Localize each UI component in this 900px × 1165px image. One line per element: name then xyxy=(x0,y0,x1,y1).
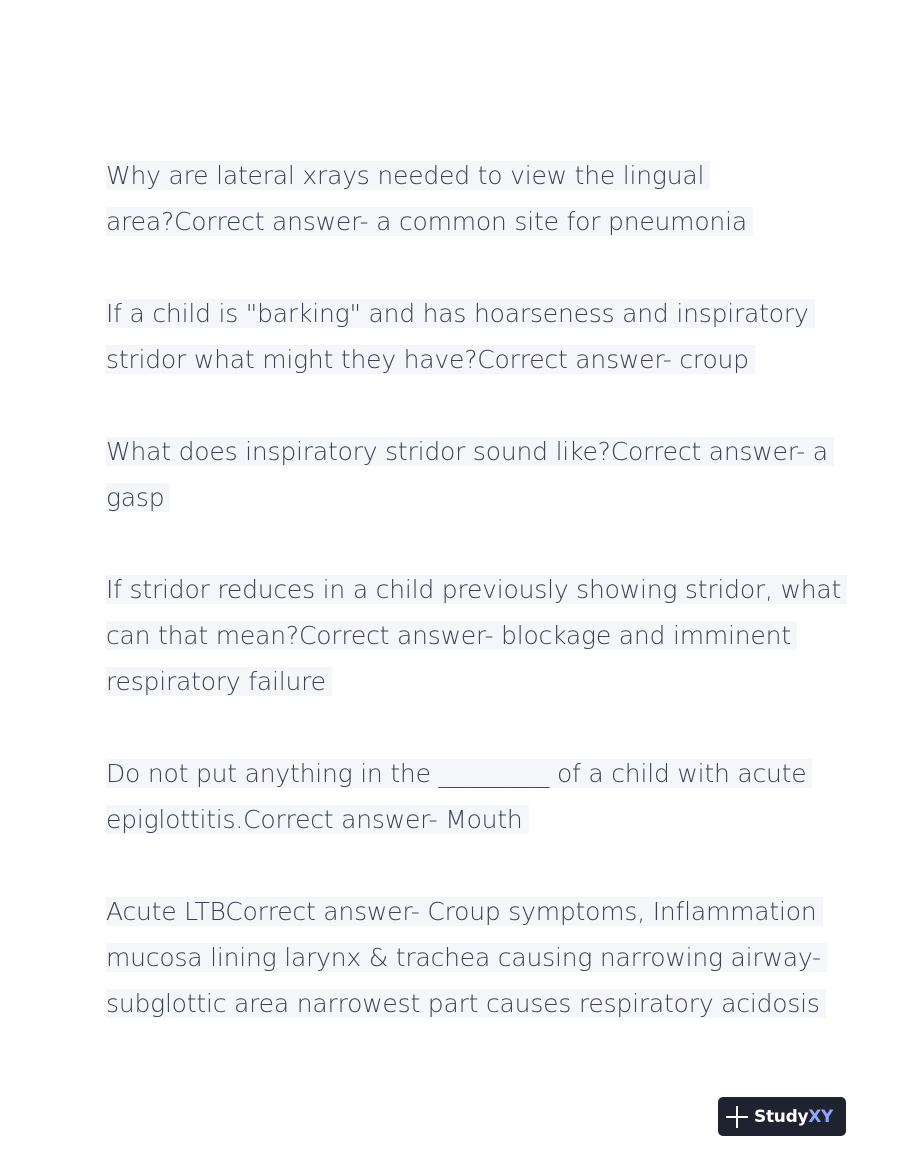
qa-item xyxy=(106,889,821,1027)
qa-list xyxy=(106,153,842,1073)
qa-text-line: Do not put anything in the _________ of a child with acute xyxy=(106,759,812,788)
qa-text-line: Acute LTBCorrect answer- Croup symptoms, Inflammation xyxy=(106,897,823,926)
brand-name-primary: Study xyxy=(754,1106,809,1127)
qa-text-line: gasp xyxy=(106,483,170,512)
qa-text-line: stridor what might they have?Correct answer- croup xyxy=(106,345,755,374)
qa-item xyxy=(106,291,809,383)
qa-text-line: If stridor reduces in a child previously showing stridor, what xyxy=(106,575,847,604)
brand-name-accent: XY xyxy=(808,1106,834,1127)
qa-text-line: respiratory failure xyxy=(106,667,332,696)
plus-icon xyxy=(726,1106,748,1128)
qa-text-line: epiglottitis.Correct answer- Mouth xyxy=(106,805,529,834)
qa-item xyxy=(106,567,842,705)
brand-name xyxy=(754,1107,833,1127)
qa-text-line: can that mean?Correct answer- blockage and imminent xyxy=(106,621,797,650)
qa-item xyxy=(106,751,806,843)
qa-item xyxy=(106,153,806,245)
qa-text-line: area?Correct answer- a common site for pneumonia xyxy=(106,207,753,236)
qa-text-line: mucosa lining larynx & trachea causing narrowing airway- xyxy=(106,943,827,972)
qa-text-line: If a child is "barking" and has hoarseness and inspiratory xyxy=(106,299,815,328)
qa-text-line: Why are lateral xrays needed to view the lingual xyxy=(106,161,710,190)
qa-text-line: What does inspiratory stridor sound like?Correct answer- a xyxy=(106,437,834,466)
qa-text-line: subglottic area narrowest part causes respiratory acidosis xyxy=(106,989,826,1018)
qa-item xyxy=(106,429,828,521)
studyxy-logo-badge xyxy=(718,1097,846,1136)
